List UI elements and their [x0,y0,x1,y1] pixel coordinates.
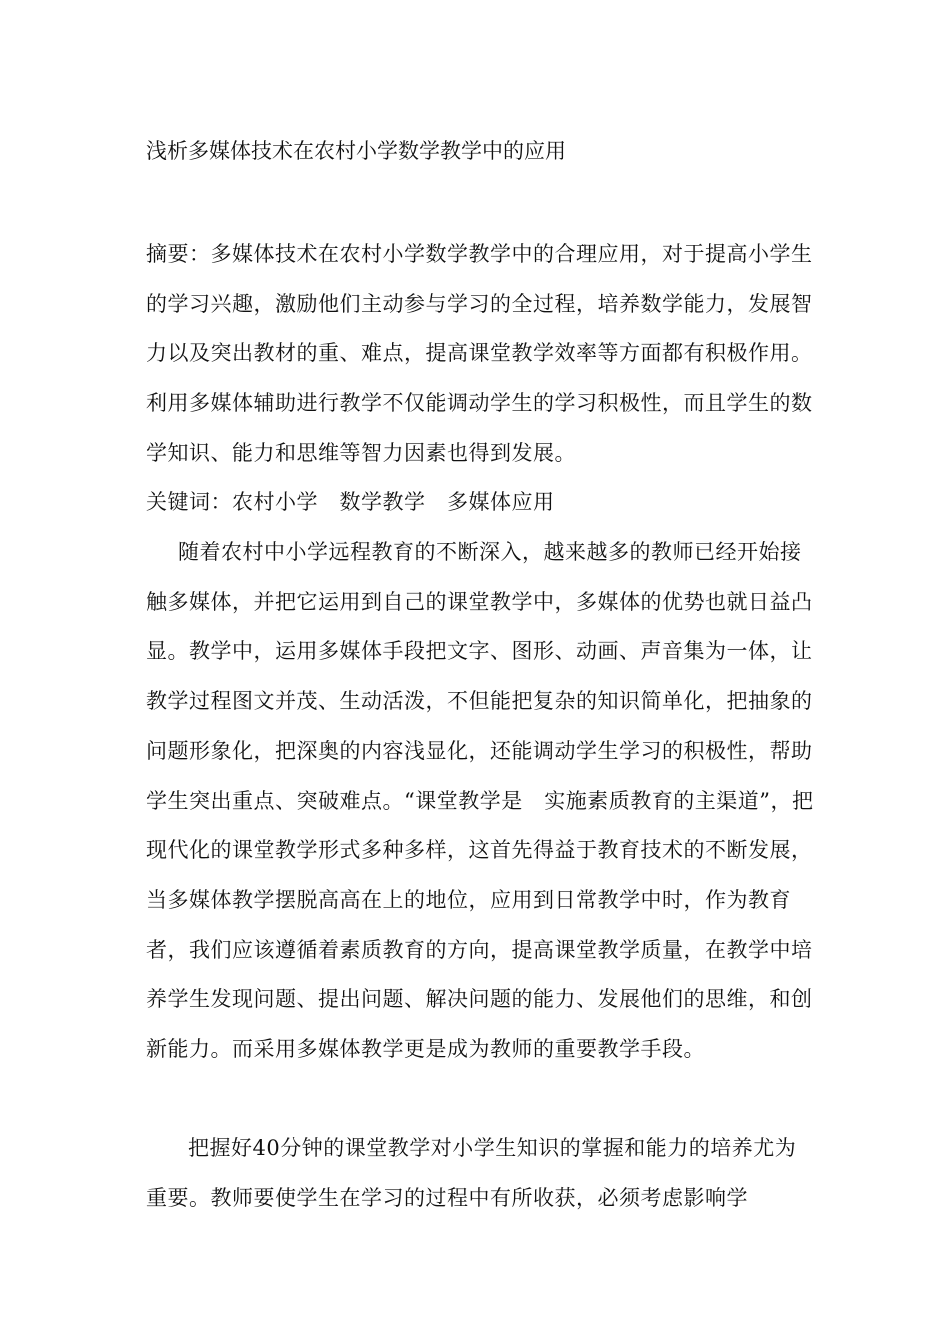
body-paragraph-2: 把握好40分钟的课堂教学对小学生知识的掌握和能力的培养尤为重要。教师要使学生在学习的过程中有所收获，必须考虑影响学 [146,1136,797,1210]
document-title: 浅析多媒体技术在农村小学数学教学中的应用 [146,139,566,163]
abstract-paragraph: 摘要：多媒体技术在农村小学数学教学中的合理应用，对于提高小学生的学习兴趣，激励他们主动参与学习的全过程，培养数学能力，发展智力以及突出教材的重、难点，提高课堂教学效率等方面都有积极作用。利用多媒体辅助进行教学不仅能调动学生的学习积极性，而且学生的数学知识、能力和思维等智力因素也得到发展。 [146,242,813,465]
body-paragraph-1: 随着农村中小学远程教育的不断深入，越来越多的教师已经开始接触多媒体，并把它运用到自己的课堂教学中，多媒体的优势也就日益凸显。教学中，运用多媒体手段把文字、图形、动画、声音集为一体，让教学过程图文并茂、生动活泼，不但能把复杂的知识简单化，把抽象的问题形象化，把深奥的内容浅显化，还能调动学生学习的积极性，帮助学生突出重点、突破难点。“课堂教学是 实施素质教育的主渠道”，把现代化的课堂教学形式多种多样，这首先得益于教育技术的不断发展，当多媒体教学摆脱高高在上的地位，应用到日常教学中时，作为教育者，我们应该遵循着素质教育的方向，提高课堂教学质量，在教学中培养学生发现问题、提出问题、解决问题的能力、发展他们的思维，和创新能力。而采用多媒体教学更是成为教师的重要教学手段。 [146,540,814,1062]
keywords-line: 关键词：农村小学 数学教学 多媒体应用 [146,490,555,514]
